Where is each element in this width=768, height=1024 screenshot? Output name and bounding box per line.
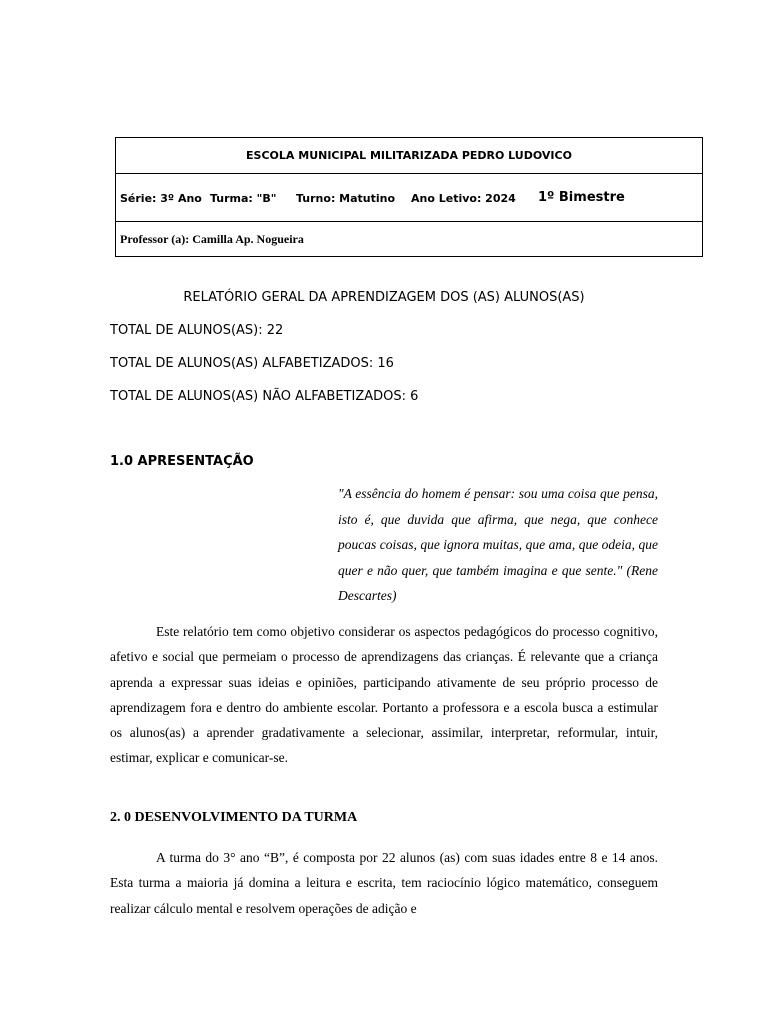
total-students: TOTAL DE ALUNOS(AS): 22 bbox=[110, 323, 284, 338]
report-title: RELATÓRIO GERAL DA APRENDIZAGEM DOS (AS) ALUNOS(AS) bbox=[183, 290, 585, 305]
total-not-literate: TOTAL DE ALUNOS(AS) NÃO ALFABETIZADOS: 6 bbox=[110, 389, 419, 404]
section2-heading: 2. 0 DESENVOLVIMENTO DA TURMA bbox=[110, 810, 358, 825]
serie-label: Série: 3º Ano bbox=[120, 192, 202, 205]
descartes-quote: "A essência do homem é pensar: sou uma coisa que pensa, isto é, que duvida que afirma, que nega, que conhece poucas coisas, que ignora muitas, que ama, que odeia, que quer e não quer, que também imagina e que sente." (Rene Descartes) bbox=[338, 486, 658, 603]
section1-heading: 1.0 APRESENTAÇÃO bbox=[110, 454, 254, 469]
header-row-class-info bbox=[116, 174, 702, 222]
ano-letivo-label: Ano Letivo: 2024 bbox=[411, 192, 516, 205]
turno-label: Turno: Matutino bbox=[296, 192, 396, 205]
school-name: ESCOLA MUNICIPAL MILITARIZADA PEDRO LUDOVICO bbox=[246, 149, 572, 162]
header-table bbox=[115, 137, 703, 257]
turma-label: Turma: "B" bbox=[210, 192, 277, 205]
bimestre-label: 1º Bimestre bbox=[538, 190, 625, 205]
header-row-professor bbox=[116, 222, 702, 256]
header-row-school bbox=[116, 138, 702, 174]
section1-paragraph-text: Este relatório tem como objetivo considerar os aspectos pedagógicos do processo cognitivo, afetivo e social que permeiam o processo de aprendizagens das crianças. É relevante que a criança aprenda a expressar suas ideias e opiniões, participando ativamente de seu próprio processo de aprendizagem fora e dentro do ambiente escolar. Portanto a professora e a escola busca a estimular os alunos(as) a aprender gradativamente a selecionar, assimilar, interpretar, reformular, intuir, estimar, explicar e comunicar-se. bbox=[110, 624, 658, 766]
professor-label: Professor (a): Camilla Ap. Nogueira bbox=[120, 232, 304, 246]
section1-paragraph bbox=[110, 619, 658, 771]
total-literate: TOTAL DE ALUNOS(AS) ALFABETIZADOS: 16 bbox=[110, 356, 394, 371]
section2-paragraph bbox=[110, 845, 658, 921]
section2-paragraph-text: A turma do 3° ano “B”, é composta por 22 alunos (as) com suas idades entre 8 e 14 anos. Esta turma a maioria já domina a leitura e escrita, tem raciocínio lógico matemático, conseguem realizar cálculo mental e resolvem operações de adição e bbox=[110, 850, 658, 916]
